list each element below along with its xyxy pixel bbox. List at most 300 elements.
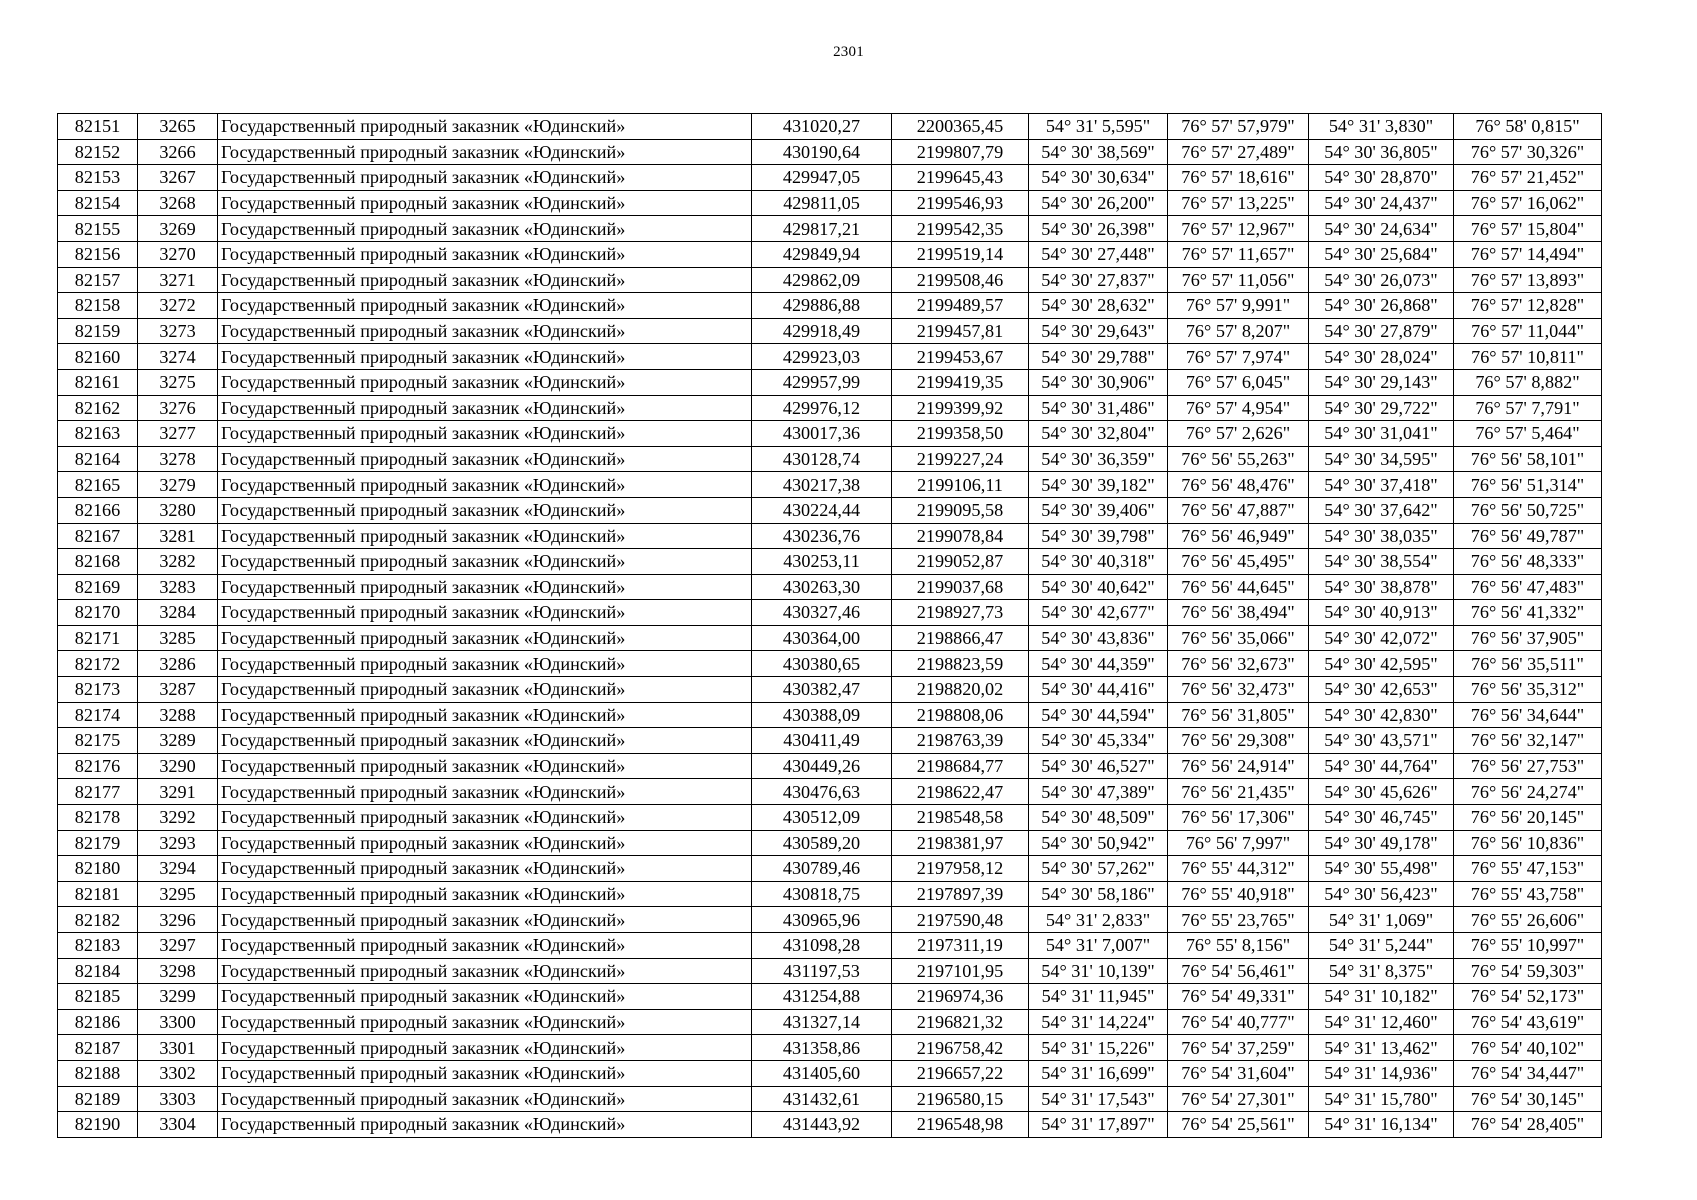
latitude-2-cell: 54° 30' 42,595" <box>1309 651 1454 677</box>
record-number-cell: 82177 <box>58 779 138 805</box>
point-number-cell: 3283 <box>138 574 218 600</box>
record-number-cell: 82156 <box>58 241 138 267</box>
record-number-cell: 82190 <box>58 1112 138 1138</box>
point-number-cell: 3301 <box>138 1035 218 1061</box>
latitude-1-cell: 54° 31' 15,226" <box>1029 1035 1168 1061</box>
latitude-1-cell: 54° 30' 57,262" <box>1029 856 1168 882</box>
longitude-2-cell: 76° 57' 14,494" <box>1454 241 1602 267</box>
object-name-cell: Государственный природный заказник «Юдинский» <box>218 344 752 370</box>
longitude-1-cell: 76° 54' 49,331" <box>1168 984 1309 1010</box>
longitude-1-cell: 76° 57' 57,979" <box>1168 114 1309 140</box>
longitude-1-cell: 76° 57' 2,626" <box>1168 421 1309 447</box>
table-row <box>58 830 1602 856</box>
x-coordinate-cell: 430476,63 <box>752 779 892 805</box>
x-coordinate-cell: 429811,05 <box>752 190 892 216</box>
longitude-2-cell: 76° 58' 0,815" <box>1454 114 1602 140</box>
longitude-1-cell: 76° 56' 21,435" <box>1168 779 1309 805</box>
x-coordinate-cell: 430224,44 <box>752 497 892 523</box>
record-number-cell: 82170 <box>58 600 138 626</box>
table-row <box>58 267 1602 293</box>
x-coordinate-cell: 430589,20 <box>752 830 892 856</box>
latitude-1-cell: 54° 30' 46,527" <box>1029 753 1168 779</box>
y-coordinate-cell: 2199508,46 <box>892 267 1029 293</box>
record-number-cell: 82159 <box>58 318 138 344</box>
longitude-1-cell: 76° 57' 13,225" <box>1168 190 1309 216</box>
table-row <box>58 984 1602 1010</box>
y-coordinate-cell: 2199106,11 <box>892 472 1029 498</box>
record-number-cell: 82160 <box>58 344 138 370</box>
y-coordinate-cell: 2196758,42 <box>892 1035 1029 1061</box>
point-number-cell: 3265 <box>138 114 218 140</box>
longitude-1-cell: 76° 54' 27,301" <box>1168 1086 1309 1112</box>
latitude-2-cell: 54° 30' 55,498" <box>1309 856 1454 882</box>
longitude-2-cell: 76° 57' 30,326" <box>1454 139 1602 165</box>
longitude-1-cell: 76° 56' 47,887" <box>1168 497 1309 523</box>
point-number-cell: 3296 <box>138 907 218 933</box>
object-name-cell: Государственный природный заказник «Юдинский» <box>218 625 752 651</box>
object-name-cell: Государственный природный заказник «Юдинский» <box>218 165 752 191</box>
longitude-2-cell: 76° 56' 47,483" <box>1454 574 1602 600</box>
longitude-1-cell: 76° 57' 9,991" <box>1168 293 1309 319</box>
object-name-cell: Государственный природный заказник «Юдинский» <box>218 549 752 575</box>
longitude-1-cell: 76° 56' 17,306" <box>1168 805 1309 831</box>
y-coordinate-cell: 2197897,39 <box>892 881 1029 907</box>
point-number-cell: 3281 <box>138 523 218 549</box>
y-coordinate-cell: 2198808,06 <box>892 702 1029 728</box>
latitude-1-cell: 54° 30' 44,594" <box>1029 702 1168 728</box>
y-coordinate-cell: 2199095,58 <box>892 497 1029 523</box>
y-coordinate-cell: 2197958,12 <box>892 856 1029 882</box>
longitude-2-cell: 76° 55' 10,997" <box>1454 933 1602 959</box>
table-row <box>58 139 1602 165</box>
y-coordinate-cell: 2196974,36 <box>892 984 1029 1010</box>
longitude-1-cell: 76° 56' 45,495" <box>1168 549 1309 575</box>
latitude-2-cell: 54° 30' 42,072" <box>1309 625 1454 651</box>
x-coordinate-cell: 429918,49 <box>752 318 892 344</box>
point-number-cell: 3303 <box>138 1086 218 1112</box>
longitude-2-cell: 76° 56' 27,753" <box>1454 753 1602 779</box>
latitude-1-cell: 54° 30' 27,837" <box>1029 267 1168 293</box>
latitude-1-cell: 54° 30' 40,318" <box>1029 549 1168 575</box>
point-number-cell: 3271 <box>138 267 218 293</box>
record-number-cell: 82166 <box>58 497 138 523</box>
point-number-cell: 3268 <box>138 190 218 216</box>
record-number-cell: 82176 <box>58 753 138 779</box>
latitude-1-cell: 54° 31' 11,945" <box>1029 984 1168 1010</box>
y-coordinate-cell: 2199078,84 <box>892 523 1029 549</box>
y-coordinate-cell: 2196548,98 <box>892 1112 1029 1138</box>
y-coordinate-cell: 2198763,39 <box>892 728 1029 754</box>
longitude-1-cell: 76° 54' 40,777" <box>1168 1009 1309 1035</box>
latitude-1-cell: 54° 31' 17,543" <box>1029 1086 1168 1112</box>
record-number-cell: 82155 <box>58 216 138 242</box>
table-row <box>58 677 1602 703</box>
latitude-2-cell: 54° 30' 46,745" <box>1309 805 1454 831</box>
latitude-1-cell: 54° 30' 44,416" <box>1029 677 1168 703</box>
longitude-1-cell: 76° 57' 11,056" <box>1168 267 1309 293</box>
table-row <box>58 523 1602 549</box>
object-name-cell: Государственный природный заказник «Юдинский» <box>218 856 752 882</box>
latitude-1-cell: 54° 31' 10,139" <box>1029 958 1168 984</box>
longitude-2-cell: 76° 57' 15,804" <box>1454 216 1602 242</box>
y-coordinate-cell: 2199457,81 <box>892 318 1029 344</box>
point-number-cell: 3279 <box>138 472 218 498</box>
longitude-2-cell: 76° 56' 24,274" <box>1454 779 1602 805</box>
x-coordinate-cell: 430388,09 <box>752 702 892 728</box>
x-coordinate-cell: 429957,99 <box>752 369 892 395</box>
latitude-2-cell: 54° 30' 40,913" <box>1309 600 1454 626</box>
longitude-1-cell: 76° 56' 44,645" <box>1168 574 1309 600</box>
y-coordinate-cell: 2197101,95 <box>892 958 1029 984</box>
longitude-1-cell: 76° 57' 18,616" <box>1168 165 1309 191</box>
longitude-2-cell: 76° 57' 7,791" <box>1454 395 1602 421</box>
table-row <box>58 907 1602 933</box>
longitude-1-cell: 76° 54' 56,461" <box>1168 958 1309 984</box>
x-coordinate-cell: 431197,53 <box>752 958 892 984</box>
latitude-2-cell: 54° 30' 44,764" <box>1309 753 1454 779</box>
record-number-cell: 82157 <box>58 267 138 293</box>
x-coordinate-cell: 430512,09 <box>752 805 892 831</box>
table-row <box>58 344 1602 370</box>
longitude-1-cell: 76° 54' 31,604" <box>1168 1060 1309 1086</box>
y-coordinate-cell: 2199489,57 <box>892 293 1029 319</box>
record-number-cell: 82181 <box>58 881 138 907</box>
point-number-cell: 3294 <box>138 856 218 882</box>
latitude-2-cell: 54° 31' 3,830" <box>1309 114 1454 140</box>
record-number-cell: 82167 <box>58 523 138 549</box>
latitude-2-cell: 54° 31' 12,460" <box>1309 1009 1454 1035</box>
object-name-cell: Государственный природный заказник «Юдинский» <box>218 984 752 1010</box>
table-row <box>58 933 1602 959</box>
object-name-cell: Государственный природный заказник «Юдинский» <box>218 805 752 831</box>
latitude-2-cell: 54° 30' 38,878" <box>1309 574 1454 600</box>
x-coordinate-cell: 431327,14 <box>752 1009 892 1035</box>
record-number-cell: 82180 <box>58 856 138 882</box>
object-name-cell: Государственный природный заказник «Юдинский» <box>218 651 752 677</box>
x-coordinate-cell: 430411,49 <box>752 728 892 754</box>
object-name-cell: Государственный природный заказник «Юдинский» <box>218 830 752 856</box>
object-name-cell: Государственный природный заказник «Юдинский» <box>218 728 752 754</box>
object-name-cell: Государственный природный заказник «Юдинский» <box>218 241 752 267</box>
point-number-cell: 3284 <box>138 600 218 626</box>
point-number-cell: 3270 <box>138 241 218 267</box>
longitude-1-cell: 76° 57' 27,489" <box>1168 139 1309 165</box>
point-number-cell: 3275 <box>138 369 218 395</box>
x-coordinate-cell: 429923,03 <box>752 344 892 370</box>
object-name-cell: Государственный природный заказник «Юдинский» <box>218 933 752 959</box>
point-number-cell: 3272 <box>138 293 218 319</box>
y-coordinate-cell: 2196821,32 <box>892 1009 1029 1035</box>
table-row <box>58 753 1602 779</box>
longitude-1-cell: 76° 57' 12,967" <box>1168 216 1309 242</box>
x-coordinate-cell: 430818,75 <box>752 881 892 907</box>
table-row <box>58 1060 1602 1086</box>
record-number-cell: 82175 <box>58 728 138 754</box>
latitude-1-cell: 54° 30' 38,569" <box>1029 139 1168 165</box>
y-coordinate-cell: 2196657,22 <box>892 1060 1029 1086</box>
table-row <box>58 446 1602 472</box>
longitude-1-cell: 76° 56' 46,949" <box>1168 523 1309 549</box>
latitude-2-cell: 54° 30' 28,024" <box>1309 344 1454 370</box>
y-coordinate-cell: 2198866,47 <box>892 625 1029 651</box>
record-number-cell: 82151 <box>58 114 138 140</box>
latitude-1-cell: 54° 30' 48,509" <box>1029 805 1168 831</box>
latitude-1-cell: 54° 30' 31,486" <box>1029 395 1168 421</box>
latitude-1-cell: 54° 31' 17,897" <box>1029 1112 1168 1138</box>
latitude-2-cell: 54° 30' 42,830" <box>1309 702 1454 728</box>
latitude-1-cell: 54° 30' 42,677" <box>1029 600 1168 626</box>
x-coordinate-cell: 430364,00 <box>752 625 892 651</box>
object-name-cell: Государственный природный заказник «Юдинский» <box>218 600 752 626</box>
longitude-2-cell: 76° 57' 11,044" <box>1454 318 1602 344</box>
latitude-2-cell: 54° 30' 26,073" <box>1309 267 1454 293</box>
record-number-cell: 82164 <box>58 446 138 472</box>
point-number-cell: 3291 <box>138 779 218 805</box>
record-number-cell: 82179 <box>58 830 138 856</box>
longitude-2-cell: 76° 56' 35,312" <box>1454 677 1602 703</box>
object-name-cell: Государственный природный заказник «Юдинский» <box>218 293 752 319</box>
latitude-2-cell: 54° 30' 31,041" <box>1309 421 1454 447</box>
point-number-cell: 3300 <box>138 1009 218 1035</box>
table-row <box>58 293 1602 319</box>
object-name-cell: Государственный природный заказник «Юдинский» <box>218 190 752 216</box>
table-row <box>58 651 1602 677</box>
longitude-2-cell: 76° 54' 52,173" <box>1454 984 1602 1010</box>
object-name-cell: Государственный природный заказник «Юдинский» <box>218 114 752 140</box>
longitude-2-cell: 76° 57' 10,811" <box>1454 344 1602 370</box>
x-coordinate-cell: 430263,30 <box>752 574 892 600</box>
x-coordinate-cell: 431254,88 <box>752 984 892 1010</box>
latitude-2-cell: 54° 30' 36,805" <box>1309 139 1454 165</box>
point-number-cell: 3298 <box>138 958 218 984</box>
latitude-2-cell: 54° 30' 24,437" <box>1309 190 1454 216</box>
record-number-cell: 82188 <box>58 1060 138 1086</box>
latitude-1-cell: 54° 30' 27,448" <box>1029 241 1168 267</box>
record-number-cell: 82189 <box>58 1086 138 1112</box>
record-number-cell: 82182 <box>58 907 138 933</box>
longitude-1-cell: 76° 56' 24,914" <box>1168 753 1309 779</box>
point-number-cell: 3302 <box>138 1060 218 1086</box>
point-number-cell: 3295 <box>138 881 218 907</box>
longitude-1-cell: 76° 55' 23,765" <box>1168 907 1309 933</box>
x-coordinate-cell: 429976,12 <box>752 395 892 421</box>
longitude-2-cell: 76° 54' 59,303" <box>1454 958 1602 984</box>
y-coordinate-cell: 2199358,50 <box>892 421 1029 447</box>
table-row <box>58 241 1602 267</box>
record-number-cell: 82161 <box>58 369 138 395</box>
record-number-cell: 82183 <box>58 933 138 959</box>
point-number-cell: 3285 <box>138 625 218 651</box>
table-row <box>58 549 1602 575</box>
point-number-cell: 3274 <box>138 344 218 370</box>
longitude-1-cell: 76° 57' 4,954" <box>1168 395 1309 421</box>
table-row <box>58 497 1602 523</box>
longitude-2-cell: 76° 56' 32,147" <box>1454 728 1602 754</box>
longitude-2-cell: 76° 57' 5,464" <box>1454 421 1602 447</box>
table-row <box>58 395 1602 421</box>
object-name-cell: Государственный природный заказник «Юдинский» <box>218 677 752 703</box>
object-name-cell: Государственный природный заказник «Юдинский» <box>218 1035 752 1061</box>
y-coordinate-cell: 2198927,73 <box>892 600 1029 626</box>
longitude-1-cell: 76° 56' 29,308" <box>1168 728 1309 754</box>
x-coordinate-cell: 431405,60 <box>752 1060 892 1086</box>
point-number-cell: 3277 <box>138 421 218 447</box>
longitude-2-cell: 76° 56' 20,145" <box>1454 805 1602 831</box>
table-row <box>58 421 1602 447</box>
point-number-cell: 3290 <box>138 753 218 779</box>
y-coordinate-cell: 2199052,87 <box>892 549 1029 575</box>
table-row <box>58 190 1602 216</box>
y-coordinate-cell: 2199546,93 <box>892 190 1029 216</box>
table-row <box>58 1112 1602 1138</box>
longitude-2-cell: 76° 57' 16,062" <box>1454 190 1602 216</box>
table-row <box>58 318 1602 344</box>
table-row <box>58 881 1602 907</box>
longitude-2-cell: 76° 56' 35,511" <box>1454 651 1602 677</box>
object-name-cell: Государственный природный заказник «Юдинский» <box>218 267 752 293</box>
object-name-cell: Государственный природный заказник «Юдинский» <box>218 472 752 498</box>
latitude-1-cell: 54° 30' 40,642" <box>1029 574 1168 600</box>
longitude-2-cell: 76° 55' 26,606" <box>1454 907 1602 933</box>
longitude-2-cell: 76° 54' 28,405" <box>1454 1112 1602 1138</box>
point-number-cell: 3299 <box>138 984 218 1010</box>
record-number-cell: 82178 <box>58 805 138 831</box>
latitude-2-cell: 54° 30' 34,595" <box>1309 446 1454 472</box>
point-number-cell: 3297 <box>138 933 218 959</box>
x-coordinate-cell: 429862,09 <box>752 267 892 293</box>
record-number-cell: 82174 <box>58 702 138 728</box>
longitude-2-cell: 76° 56' 48,333" <box>1454 549 1602 575</box>
y-coordinate-cell: 2199453,67 <box>892 344 1029 370</box>
table-row <box>58 1009 1602 1035</box>
y-coordinate-cell: 2196580,15 <box>892 1086 1029 1112</box>
latitude-2-cell: 54° 30' 38,554" <box>1309 549 1454 575</box>
longitude-1-cell: 76° 54' 37,259" <box>1168 1035 1309 1061</box>
point-number-cell: 3273 <box>138 318 218 344</box>
x-coordinate-cell: 430236,76 <box>752 523 892 549</box>
table-row <box>58 114 1602 140</box>
object-name-cell: Государственный природный заказник «Юдинский» <box>218 907 752 933</box>
y-coordinate-cell: 2200365,45 <box>892 114 1029 140</box>
latitude-2-cell: 54° 30' 29,143" <box>1309 369 1454 395</box>
point-number-cell: 3287 <box>138 677 218 703</box>
object-name-cell: Государственный природный заказник «Юдинский» <box>218 881 752 907</box>
y-coordinate-cell: 2198381,97 <box>892 830 1029 856</box>
longitude-1-cell: 76° 56' 31,805" <box>1168 702 1309 728</box>
x-coordinate-cell: 431443,92 <box>752 1112 892 1138</box>
latitude-1-cell: 54° 30' 39,798" <box>1029 523 1168 549</box>
object-name-cell: Государственный природный заказник «Юдинский» <box>218 523 752 549</box>
longitude-1-cell: 76° 55' 8,156" <box>1168 933 1309 959</box>
latitude-1-cell: 54° 30' 32,804" <box>1029 421 1168 447</box>
latitude-1-cell: 54° 31' 2,833" <box>1029 907 1168 933</box>
table-row <box>58 779 1602 805</box>
table-row <box>58 728 1602 754</box>
object-name-cell: Государственный природный заказник «Юдинский» <box>218 958 752 984</box>
x-coordinate-cell: 430380,65 <box>752 651 892 677</box>
table-row <box>58 574 1602 600</box>
point-number-cell: 3292 <box>138 805 218 831</box>
longitude-2-cell: 76° 56' 58,101" <box>1454 446 1602 472</box>
x-coordinate-cell: 431432,61 <box>752 1086 892 1112</box>
point-number-cell: 3288 <box>138 702 218 728</box>
x-coordinate-cell: 431098,28 <box>752 933 892 959</box>
x-coordinate-cell: 431020,27 <box>752 114 892 140</box>
object-name-cell: Государственный природный заказник «Юдинский» <box>218 779 752 805</box>
record-number-cell: 82171 <box>58 625 138 651</box>
longitude-2-cell: 76° 54' 34,447" <box>1454 1060 1602 1086</box>
object-name-cell: Государственный природный заказник «Юдинский» <box>218 1112 752 1138</box>
latitude-2-cell: 54° 30' 37,418" <box>1309 472 1454 498</box>
x-coordinate-cell: 430327,46 <box>752 600 892 626</box>
y-coordinate-cell: 2199645,43 <box>892 165 1029 191</box>
record-number-cell: 82173 <box>58 677 138 703</box>
record-number-cell: 82152 <box>58 139 138 165</box>
point-number-cell: 3286 <box>138 651 218 677</box>
table-row <box>58 702 1602 728</box>
longitude-2-cell: 76° 56' 41,332" <box>1454 600 1602 626</box>
longitude-1-cell: 76° 56' 32,473" <box>1168 677 1309 703</box>
latitude-2-cell: 54° 30' 29,722" <box>1309 395 1454 421</box>
y-coordinate-cell: 2199807,79 <box>892 139 1029 165</box>
record-number-cell: 82154 <box>58 190 138 216</box>
y-coordinate-cell: 2197590,48 <box>892 907 1029 933</box>
latitude-1-cell: 54° 30' 28,632" <box>1029 293 1168 319</box>
latitude-1-cell: 54° 30' 43,836" <box>1029 625 1168 651</box>
latitude-2-cell: 54° 30' 37,642" <box>1309 497 1454 523</box>
longitude-1-cell: 76° 56' 35,066" <box>1168 625 1309 651</box>
latitude-1-cell: 54° 30' 44,359" <box>1029 651 1168 677</box>
object-name-cell: Государственный природный заказник «Юдинский» <box>218 497 752 523</box>
record-number-cell: 82185 <box>58 984 138 1010</box>
y-coordinate-cell: 2199419,35 <box>892 369 1029 395</box>
table-row <box>58 472 1602 498</box>
x-coordinate-cell: 430128,74 <box>752 446 892 472</box>
longitude-2-cell: 76° 57' 12,828" <box>1454 293 1602 319</box>
record-number-cell: 82153 <box>58 165 138 191</box>
longitude-2-cell: 76° 56' 49,787" <box>1454 523 1602 549</box>
object-name-cell: Государственный природный заказник «Юдинский» <box>218 318 752 344</box>
latitude-2-cell: 54° 31' 13,462" <box>1309 1035 1454 1061</box>
longitude-2-cell: 76° 57' 21,452" <box>1454 165 1602 191</box>
latitude-2-cell: 54° 31' 1,069" <box>1309 907 1454 933</box>
latitude-1-cell: 54° 31' 16,699" <box>1029 1060 1168 1086</box>
longitude-1-cell: 76° 56' 55,263" <box>1168 446 1309 472</box>
record-number-cell: 82169 <box>58 574 138 600</box>
longitude-1-cell: 76° 57' 6,045" <box>1168 369 1309 395</box>
page-number: 2301 <box>833 44 864 60</box>
x-coordinate-cell: 429886,88 <box>752 293 892 319</box>
table-row <box>58 369 1602 395</box>
latitude-2-cell: 54° 30' 42,653" <box>1309 677 1454 703</box>
y-coordinate-cell: 2199542,35 <box>892 216 1029 242</box>
latitude-1-cell: 54° 30' 30,634" <box>1029 165 1168 191</box>
longitude-2-cell: 76° 54' 40,102" <box>1454 1035 1602 1061</box>
longitude-1-cell: 76° 57' 7,974" <box>1168 344 1309 370</box>
latitude-2-cell: 54° 30' 25,684" <box>1309 241 1454 267</box>
latitude-1-cell: 54° 30' 58,186" <box>1029 881 1168 907</box>
y-coordinate-cell: 2198548,58 <box>892 805 1029 831</box>
longitude-1-cell: 76° 56' 48,476" <box>1168 472 1309 498</box>
record-number-cell: 82184 <box>58 958 138 984</box>
longitude-1-cell: 76° 57' 11,657" <box>1168 241 1309 267</box>
longitude-2-cell: 76° 56' 37,905" <box>1454 625 1602 651</box>
record-number-cell: 82158 <box>58 293 138 319</box>
object-name-cell: Государственный природный заказник «Юдинский» <box>218 395 752 421</box>
latitude-1-cell: 54° 30' 26,200" <box>1029 190 1168 216</box>
record-number-cell: 82165 <box>58 472 138 498</box>
record-number-cell: 82162 <box>58 395 138 421</box>
